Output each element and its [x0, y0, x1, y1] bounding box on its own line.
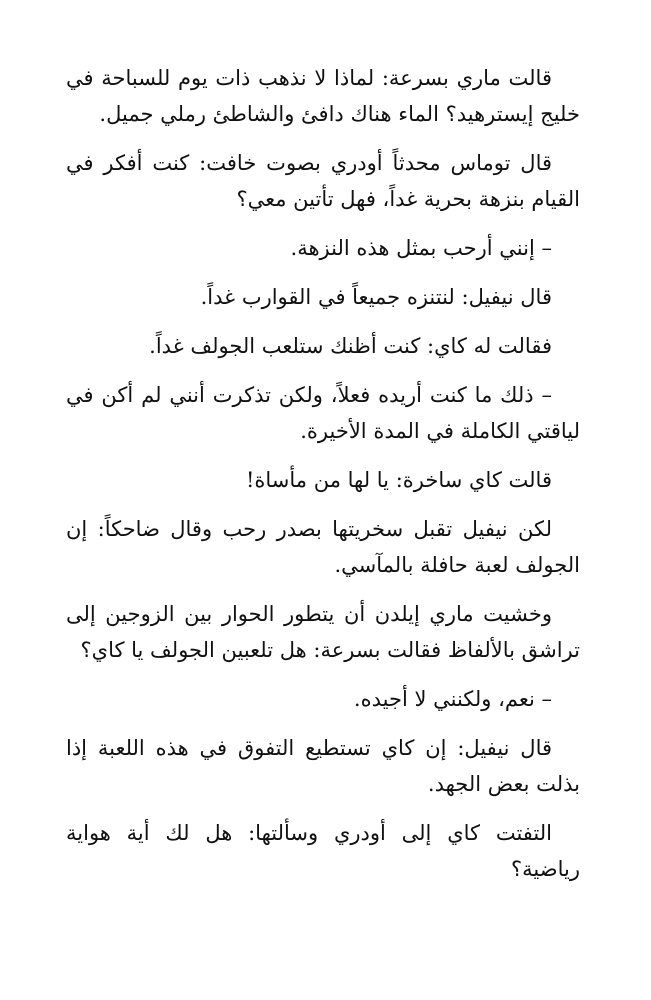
paragraph-1: قالت ماري بسرعة: لماذا لا نذهب ذات يوم للسباحة في خليج إيسترهيد؟ الماء هناك دافئ والشاطئ رملي جميل.	[66, 66, 580, 126]
paragraph-7: قالت كاي ساخرة: يا لها من مأساة!	[245, 468, 552, 492]
paragraph-6: – ذلك ما كنت أريده فعلاً، ولكن تذكرت أنني لم أكن في لياقتي الكاملة في المدة الأخيرة.	[66, 383, 580, 443]
paragraph-2: قال توماس محدثاً أودري بصوت خافت: كنت أفكر في القيام بنزهة بحرية غداً، فهل تأتين معي؟	[66, 151, 580, 211]
paragraph-3: – إنني أرحب بمثل هذه النزهة.	[290, 236, 552, 260]
paragraph-12: التفتت كاي إلى أودري وسألتها: هل لك أية هواية رياضية؟	[66, 821, 580, 881]
paragraph-5: فقالت له كاي: كنت أظنك ستلعب الجولف غداً.	[149, 334, 552, 358]
paragraph-10: – نعم، ولكنني لا أجيده.	[353, 687, 552, 711]
paragraph-9: وخشيت ماري إيلدن أن يتطور الحوار بين الزوجين إلى تراشق بالألفاظ فقالت بسرعة: هل تلعبين الجولف يا كاي؟	[66, 602, 580, 662]
paragraph-11: قال نيفيل: إن كاي تستطيع التفوق في هذه اللعبة إذا بذلت بعض الجهد.	[66, 736, 580, 796]
paragraph-4: قال نيفيل: لنتنزه جميعاً في القوارب غداً.	[200, 285, 552, 309]
paragraph-8: لكن نيفيل تقبل سخريتها بصدر رحب وقال ضاحكاً: إن الجولف لعبة حافلة بالمآسي.	[66, 517, 580, 577]
